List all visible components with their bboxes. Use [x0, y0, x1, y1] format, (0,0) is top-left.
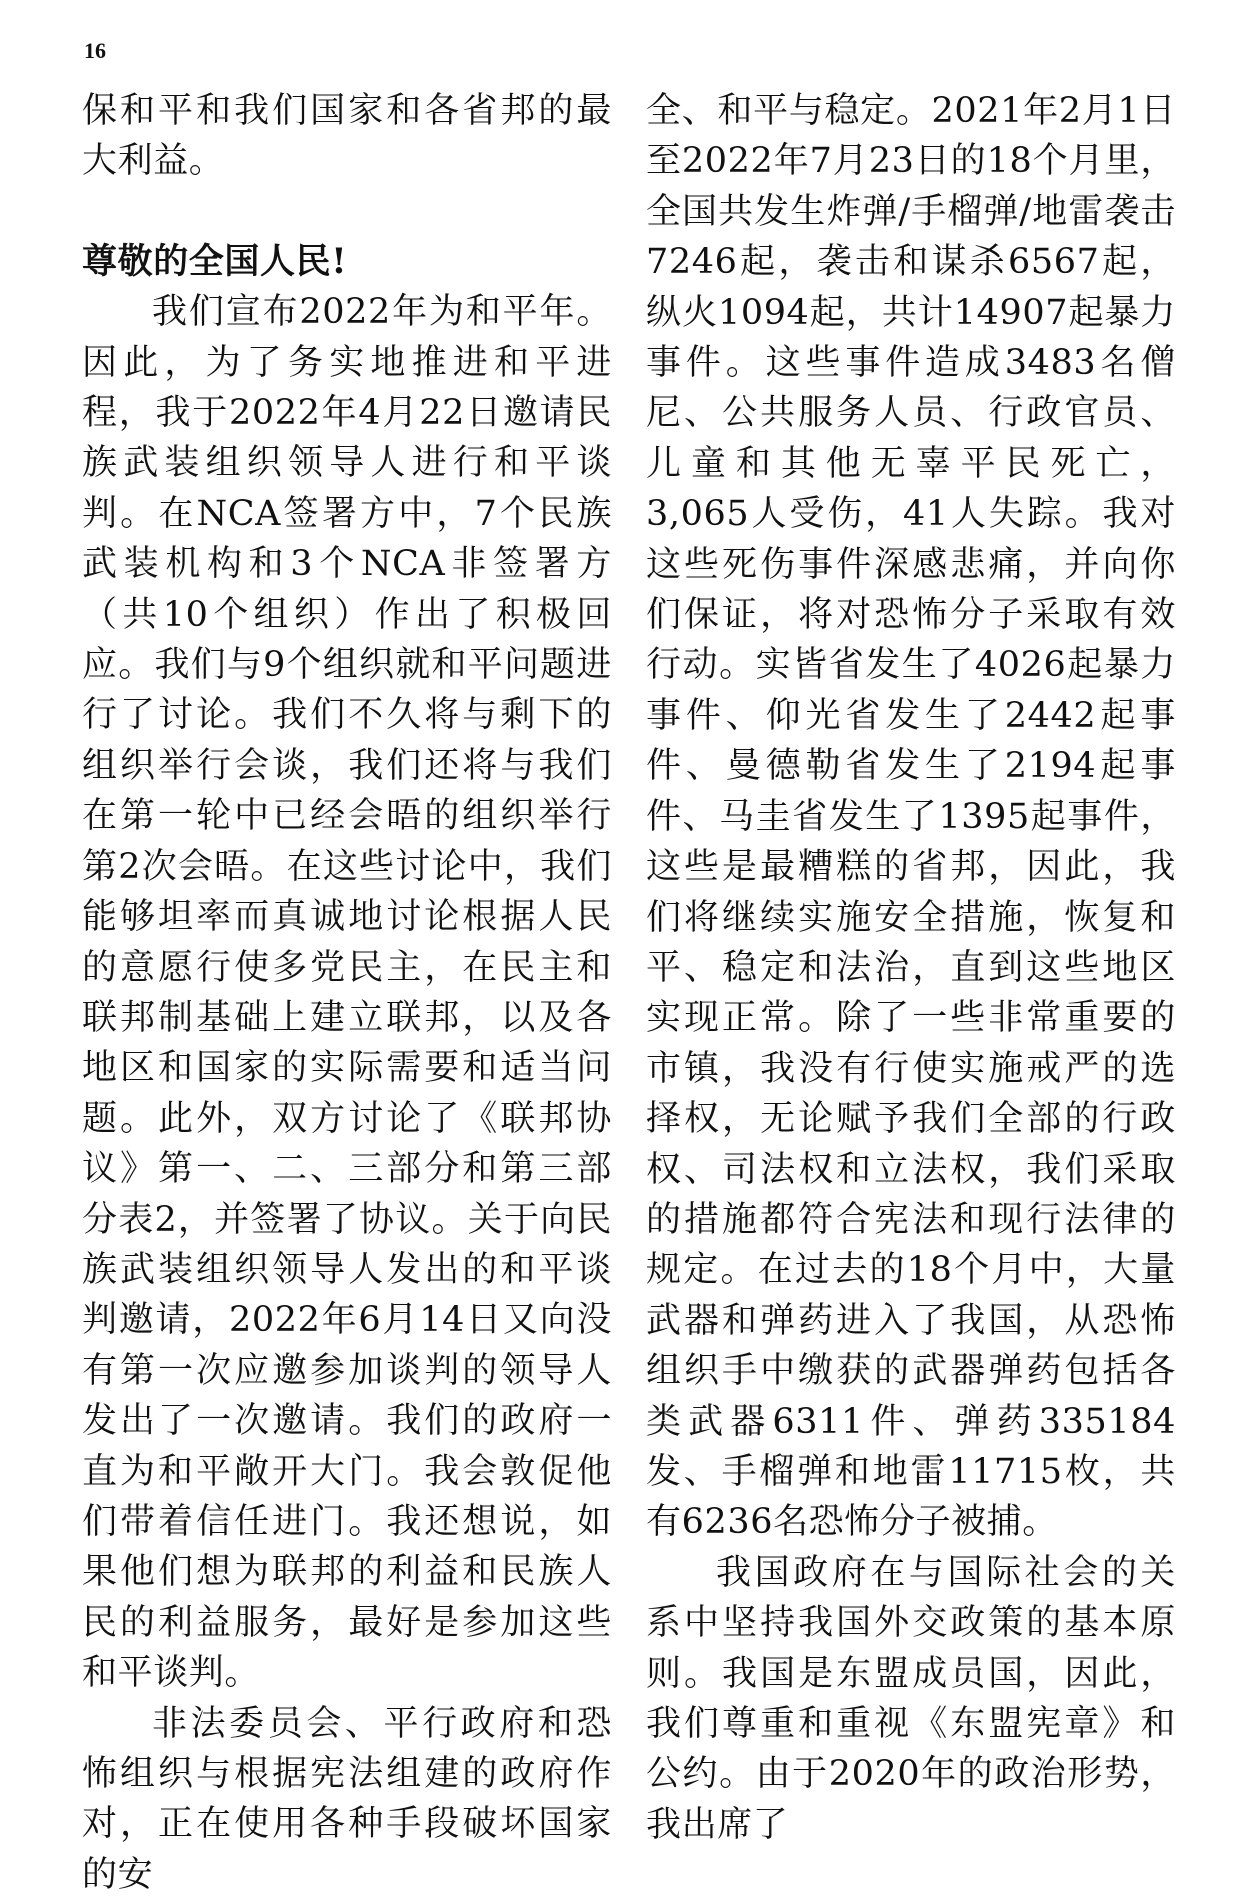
section-heading: 尊敬的全国人民!	[82, 240, 348, 282]
paragraph-violence-statistics: 全、和平与稳定。2021年2月1日至2022年7月23日的18个月里，全国共发生炸弹/手榴弹/地雷袭击7246起，袭击和谋杀6567起，纵火1094起，共计14907起暴力事件。这些事件造成3483名僧尼、公共服务人员、行政官员、儿童和其他无辜平民死亡，3,065人受伤，41人失踪。我对这些死伤事件深感悲痛，并向你们保证，将对恐怖分子采取有效行动。实皆省发生了4026起暴力事件、仰光省发生了2442起事件、曼德勒省发生了2194起事件、马圭省发生了1395起事件，这些是最糟糕的省邦，因此，我们将继续实施安全措施，恢复和平、稳定和法治，直到这些地区实现正常。除了一些非常重要的市镇，我没有行使实施戒严的选择权，无论赋予我们全部的行政权、司法权和立法权，我们采取的措施都符合宪法和现行法律的规定。在过去的18个月中，大量武器和弹药进入了我国，从恐怖组织手中缴获的武器弹药包括各类武器6311件、弹药335184发、手榴弹和地雷11715枚，共有6236名恐怖分子被捕。	[646, 91, 1176, 1543]
page-number: 16	[84, 38, 106, 63]
paragraph-continued: 保和平和我们国家和各省邦的最大利益。	[82, 91, 612, 182]
paragraph-foreign-policy: 我国政府在与国际社会的关系中坚持我国外交政策的基本原则。我国是东盟成员国，因此，我们尊重和重视《东盟宪章》和公约。由于2020年的政治形势，我出席了	[646, 1552, 1176, 1845]
right-column	[646, 86, 1176, 1850]
paragraph-peace-talks: 我们宣布2022年为和平年。因此，为了务实地推进和平进程，我于2022年4月22日邀请民族武装组织领导人进行和平谈判。在NCA签署方中，7个民族武装机构和3个NCA非签署方（共10个组织）作出了积极回应。我们与9个组织就和平问题进行了讨论。我们不久将与剩下的组织举行会谈，我们还将与我们在第一轮中已经会晤的组织举行第2次会晤。在这些讨论中，我们能够坦率而真诚地讨论根据人民的意愿行使多党民主，在民主和联邦制基础上建立联邦，以及各地区和国家的实际需要和适当问题。此外，双方讨论了《联邦协议》第一、二、三部分和第三部分表2，并签署了协议。关于向民族武装组织领导人发出的和平谈判邀请，2022年6月14日又向没有第一次应邀参加谈判的领导人发出了一次邀请。我们的政府一直为和平敞开大门。我会敦促他们带着信任进门。我还想说，如果他们想为联邦的利益和民族人民的利益服务，最好是参加这些和平谈判。	[82, 292, 612, 1694]
paragraph-unlawful-groups: 非法委员会、平行政府和恐怖组织与根据宪法组建的政府作对，正在使用各种手段破坏国家的安	[82, 1703, 612, 1895]
left-column	[82, 86, 612, 1900]
paragraph-spacer	[82, 187, 612, 237]
